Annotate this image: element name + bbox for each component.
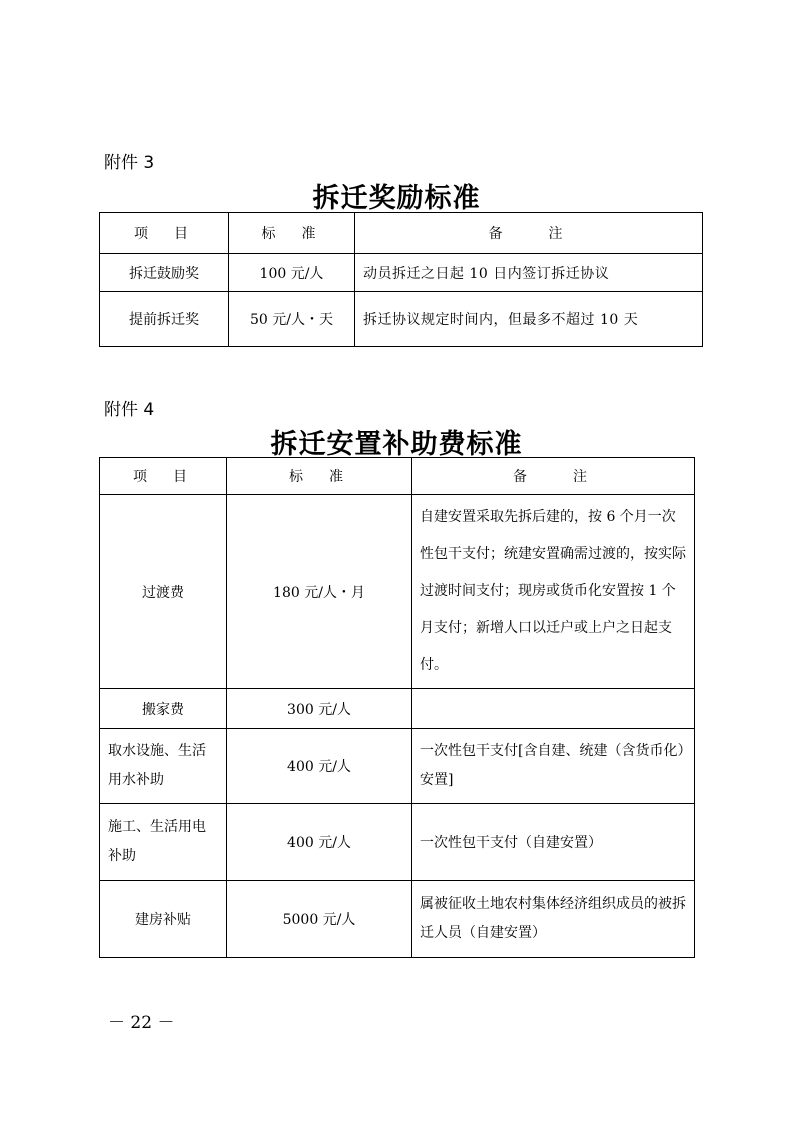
- header-item: 项 目: [100, 458, 227, 495]
- annex4-label: 附件 4: [104, 400, 155, 420]
- annex3-title: 拆迁奖励标准: [312, 183, 481, 214]
- row-standard: 300 元/人: [227, 689, 412, 729]
- table-row: [100, 495, 695, 689]
- row-item: 拆迁鼓励奖: [100, 254, 229, 292]
- row-note: 拆迁协议规定时间内，但最多不超过 10 天: [355, 292, 703, 347]
- table-row: [100, 804, 695, 881]
- header-item: 项 目: [100, 213, 229, 254]
- page-number: － 22 －: [108, 1013, 175, 1033]
- header-note: 备 注: [412, 458, 695, 495]
- table-row: [100, 881, 695, 958]
- row-note: 动员拆迁之日起 10 日内签订拆迁协议: [355, 254, 703, 292]
- table-row: [100, 689, 695, 729]
- row-standard: 100 元/人: [229, 254, 355, 292]
- row-item: 取水设施、生活用水补助: [100, 729, 227, 804]
- row-item: 建房补贴: [100, 881, 227, 958]
- annex3-table: [99, 212, 703, 347]
- row-item: 提前拆迁奖: [100, 292, 229, 347]
- row-standard: 5000 元/人: [227, 881, 412, 958]
- row-standard: 180 元/人・月: [227, 495, 412, 689]
- row-note: 一次性包干支付[含自建、统建（含货币化）安置]: [412, 729, 695, 804]
- row-standard: 50 元/人・天: [229, 292, 355, 347]
- row-item: 过渡费: [100, 495, 227, 689]
- table-row: [100, 254, 703, 292]
- row-note: 属被征收土地农村集体经济组织成员的被拆迁人员（自建安置）: [412, 881, 695, 958]
- table-header-row: [100, 458, 695, 495]
- row-note: 一次性包干支付（自建安置）: [412, 804, 695, 881]
- row-item: 搬家费: [100, 689, 227, 729]
- row-standard: 400 元/人: [227, 729, 412, 804]
- header-standard: 标 准: [227, 458, 412, 495]
- row-standard: 400 元/人: [227, 804, 412, 881]
- annex4-title: 拆迁安置补助费标准: [270, 429, 523, 460]
- row-item: 施工、生活用电补助: [100, 804, 227, 881]
- annex4-table: [99, 457, 695, 958]
- table-header-row: [100, 213, 703, 254]
- row-note: [412, 689, 695, 729]
- table-row: [100, 292, 703, 347]
- row-note: 自建安置采取先拆后建的，按 6 个月一次性包干支付；统建安置确需过渡的，按实际过渡时间支付；现房或货币化安置按 1 个月支付；新增人口以迁户或上户之日起支付。: [412, 495, 695, 689]
- annex3-label: 附件 3: [104, 153, 155, 173]
- table-row: [100, 729, 695, 804]
- header-standard: 标 准: [229, 213, 355, 254]
- header-note: 备 注: [355, 213, 703, 254]
